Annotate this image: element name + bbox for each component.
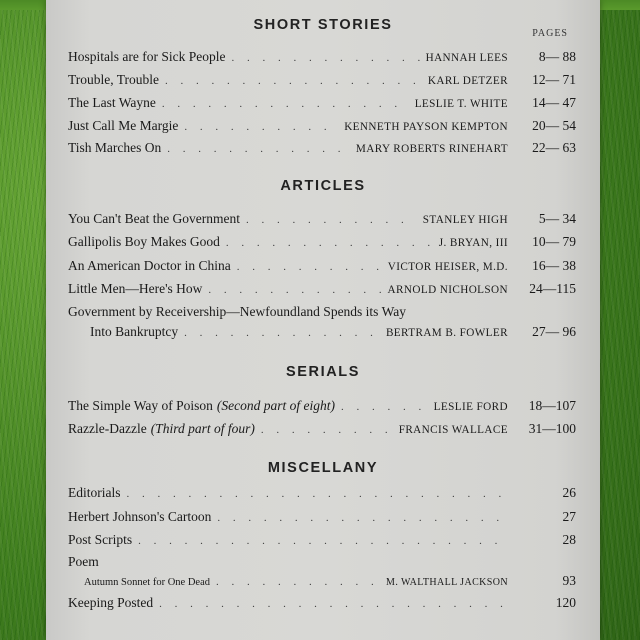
author: LESLIE T. WHITE [414,98,508,110]
serial-title: Razzle-Dazzle [68,421,147,436]
misc-title: Editorials [68,485,121,500]
list-item[interactable] [68,532,576,550]
page-numbers: 5— 34 [538,211,576,226]
author: VICTOR HEISER, M.D. [387,261,508,273]
page-numbers: 93 [562,573,576,588]
list-item[interactable] [68,211,576,229]
page-numbers: 24—115 [529,281,576,296]
author: STANLEY HIGH [422,214,508,226]
list-item[interactable] [68,398,576,416]
poem-title: Autumn Sonnet for One Dead [84,577,210,588]
story-title: Tish Marches On [68,140,162,155]
list-item[interactable] [68,304,576,322]
serial-title: The Simple Way of Poison [68,398,213,413]
page-numbers: 26 [562,485,576,500]
author: ARNOLD NICHOLSON [387,284,508,296]
list-item-continuation[interactable] [68,324,576,342]
leader-dots [208,284,381,296]
story-title: The Last Wayne [68,95,156,110]
leader-dots [216,576,380,588]
author: LESLIE FORD [433,401,508,413]
list-item[interactable] [68,509,576,527]
page-numbers: 28 [562,532,576,547]
misc-title: Poem [68,554,99,569]
serials-heading: SERIALS [285,364,361,380]
page-numbers: 27 [562,509,576,524]
author: BERTRAM B. FOWLER [385,327,508,339]
articles-heading: ARTICLES [280,178,366,194]
leader-dots [246,214,417,226]
page-numbers: 14— 47 [532,95,576,110]
list-item-subentry[interactable] [68,573,576,591]
story-title: Hospitals are for Sick People [68,49,226,64]
author: KARL DETZER [427,75,508,87]
page-numbers: 12— 71 [532,72,576,87]
list-item[interactable] [68,95,576,113]
page-numbers: 22— 63 [532,140,576,155]
list-item[interactable] [68,140,576,158]
list-item[interactable] [68,421,576,439]
leader-dots [159,598,508,610]
article-title: You Can't Beat the Government [68,211,241,226]
leader-dots [167,143,350,155]
author: M. WALTHALL JACKSON [386,577,508,588]
list-item[interactable] [68,595,576,613]
article-title: Little Men—Here's How [68,281,203,296]
author: J. BRYAN, III [438,237,508,249]
author: MARY ROBERTS RINEHART [355,143,508,155]
leader-dots [162,98,409,110]
page-numbers: 20— 54 [532,118,576,133]
leader-dots [226,237,433,249]
page-numbers: 10— 79 [532,234,576,249]
article-title: An American Doctor in China [68,258,231,273]
leader-dots [341,401,428,413]
misc-title: Post Scripts [68,532,133,547]
list-item[interactable] [68,554,576,572]
article-title-continuation: Into Bankruptcy [90,324,179,339]
article-title: Gallipolis Boy Makes Good [68,234,220,249]
leader-dots [138,535,508,547]
author: FRANCIS WALLACE [398,424,508,436]
table-of-contents-page [46,0,600,640]
list-item[interactable] [68,72,576,90]
leader-dots [127,488,509,500]
leader-dots [237,261,382,273]
serial-part-note: (Third part of four) [150,421,255,436]
author: KENNETH PAYSON KEMPTON [344,121,508,133]
page-numbers: 16— 38 [532,258,576,273]
short-stories-heading: SHORT STORIES [253,17,393,33]
page-numbers: 18—107 [528,398,576,413]
miscellany-heading: MISCELLANY [267,460,379,476]
pages-column-label: PAGES [532,28,568,39]
story-title: Just Call Me Margie [68,118,179,133]
misc-title: Herbert Johnson's Cartoon [68,509,212,524]
page-numbers: 8— 88 [538,49,576,64]
serial-part-note: (Second part of eight) [216,398,336,413]
list-item[interactable] [68,485,576,503]
page-numbers: 120 [555,595,576,610]
list-item[interactable] [68,49,576,67]
author: HANNAH LEES [425,52,508,64]
article-title: Government by Receivership—Newfoundland Spends its Way [68,304,406,319]
misc-title: Keeping Posted [68,595,154,610]
leader-dots [165,75,422,87]
leader-dots [231,52,419,64]
page-numbers: 27— 96 [532,324,576,339]
leader-dots [184,121,338,133]
leader-dots [184,327,380,339]
list-item[interactable] [68,118,576,136]
page-numbers: 31—100 [528,421,576,436]
leader-dots [217,512,508,524]
leader-dots [261,424,393,436]
list-item[interactable] [68,258,576,276]
list-item[interactable] [68,281,576,299]
list-item[interactable] [68,234,576,252]
story-title: Trouble, Trouble [68,72,160,87]
